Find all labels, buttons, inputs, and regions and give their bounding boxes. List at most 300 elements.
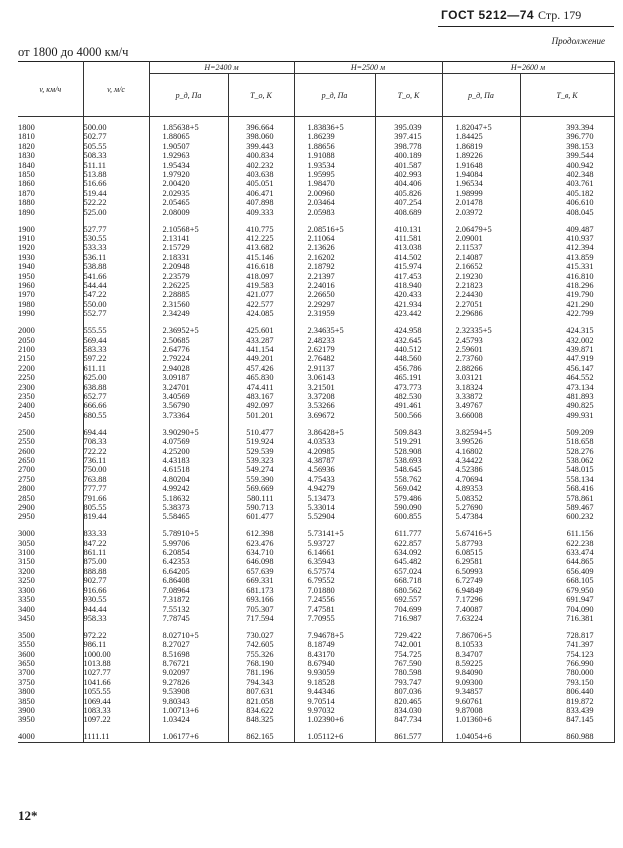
cell-temp-2600: 691.947 bbox=[520, 595, 614, 604]
cell-pressure-2400: 1.92963 bbox=[149, 151, 228, 160]
cell-pressure-2600: 7.17296 bbox=[442, 595, 520, 604]
table-row bbox=[18, 697, 614, 706]
cell-pressure-2500: 2.48233 bbox=[294, 336, 375, 345]
cell-pressure-2500: 7.01880 bbox=[294, 586, 375, 595]
cell-temp-2400: 590.713 bbox=[228, 503, 294, 512]
cell-pressure-2400: 1.85638+5 bbox=[149, 123, 228, 132]
cell-temp-2600: 405.182 bbox=[520, 189, 614, 198]
cell-speed-ms: 902.77 bbox=[83, 576, 149, 585]
cell-speed-kmh: 1810 bbox=[18, 132, 83, 141]
cell-speed-kmh: 3950 bbox=[18, 715, 83, 724]
cell-speed-ms: 638.88 bbox=[83, 383, 149, 392]
cell-temp-2500: 509.843 bbox=[375, 428, 442, 437]
cell-pressure-2400: 5.99706 bbox=[149, 539, 228, 548]
cell-pressure-2600: 3.03121 bbox=[442, 373, 520, 382]
cell-pressure-2400: 7.31872 bbox=[149, 595, 228, 604]
cell-speed-kmh: 2850 bbox=[18, 494, 83, 503]
cell-speed-ms: 625.00 bbox=[83, 373, 149, 382]
cell-temp-2600: 410.937 bbox=[520, 234, 614, 243]
row-spacer bbox=[18, 725, 614, 733]
table-row bbox=[18, 605, 614, 614]
cell-temp-2500: 424.958 bbox=[375, 326, 442, 335]
cell-temp-2500: 404.406 bbox=[375, 179, 442, 188]
cell-pressure-2600: 2.45793 bbox=[442, 336, 520, 345]
cell-temp-2400: 821.058 bbox=[228, 697, 294, 706]
cell-pressure-2400: 9.27826 bbox=[149, 678, 228, 687]
col-speed-ms: v, м/с bbox=[83, 62, 149, 117]
cell-pressure-2500: 2.31959 bbox=[294, 309, 375, 318]
cell-pressure-2400: 1.03424 bbox=[149, 715, 228, 724]
cell-temp-2400: 410.775 bbox=[228, 225, 294, 234]
cell-pressure-2500: 6.14661 bbox=[294, 548, 375, 557]
cell-temp-2500: 548.645 bbox=[375, 465, 442, 474]
cell-pressure-2500: 9.18528 bbox=[294, 678, 375, 687]
cell-speed-kmh: 3400 bbox=[18, 605, 83, 614]
cell-speed-ms: 930.55 bbox=[83, 595, 149, 604]
cell-temp-2400: 730.027 bbox=[228, 631, 294, 640]
cell-speed-ms: 527.77 bbox=[83, 225, 149, 234]
cell-pressure-2500: 2.16202 bbox=[294, 253, 375, 262]
table-row bbox=[18, 706, 614, 715]
cell-pressure-2400: 2.23579 bbox=[149, 272, 228, 281]
cell-pressure-2400: 2.28885 bbox=[149, 290, 228, 299]
cell-temp-2500: 692.557 bbox=[375, 595, 442, 604]
cell-temp-2500: 668.718 bbox=[375, 576, 442, 585]
cell-temp-2600: 408.045 bbox=[520, 208, 614, 217]
cell-pressure-2500: 6.35943 bbox=[294, 557, 375, 566]
cell-pressure-2500: 2.03464 bbox=[294, 198, 375, 207]
cell-pressure-2600: 5.08352 bbox=[442, 494, 520, 503]
cell-pressure-2400: 3.90290+5 bbox=[149, 428, 228, 437]
table-row bbox=[18, 161, 614, 170]
cell-speed-ms: 777.77 bbox=[83, 484, 149, 493]
cell-pressure-2600: 1.01360+6 bbox=[442, 715, 520, 724]
cell-temp-2600: 622.238 bbox=[520, 539, 614, 548]
cell-temp-2500: 432.645 bbox=[375, 336, 442, 345]
cell-temp-2500: 421.934 bbox=[375, 300, 442, 309]
cell-temp-2600: 528.276 bbox=[520, 447, 614, 456]
cell-pressure-2400: 8.02710+5 bbox=[149, 631, 228, 640]
table-row bbox=[18, 198, 614, 207]
table-row bbox=[18, 512, 614, 521]
cell-pressure-2500: 2.08516+5 bbox=[294, 225, 375, 234]
cell-pressure-2400: 2.18331 bbox=[149, 253, 228, 262]
cell-temp-2600: 518.658 bbox=[520, 437, 614, 446]
cell-pressure-2400: 2.79224 bbox=[149, 354, 228, 363]
group-header-2500: H=2500 м bbox=[294, 62, 442, 74]
table-row bbox=[18, 225, 614, 234]
cell-temp-2500: 395.039 bbox=[375, 123, 442, 132]
table-row bbox=[18, 456, 614, 465]
cell-pressure-2600: 9.34857 bbox=[442, 687, 520, 696]
table-row bbox=[18, 364, 614, 373]
cell-pressure-2500: 4.56936 bbox=[294, 465, 375, 474]
cell-pressure-2400: 4.80204 bbox=[149, 475, 228, 484]
cell-temp-2600: 704.090 bbox=[520, 605, 614, 614]
cell-speed-ms: 666.66 bbox=[83, 401, 149, 410]
cell-temp-2600: 424.315 bbox=[520, 326, 614, 335]
cell-pressure-2500: 4.75433 bbox=[294, 475, 375, 484]
cell-temp-2400: 405.051 bbox=[228, 179, 294, 188]
cell-temp-2600: 793.150 bbox=[520, 678, 614, 687]
cell-speed-kmh: 3100 bbox=[18, 548, 83, 557]
cell-speed-kmh: 2600 bbox=[18, 447, 83, 456]
cell-speed-ms: 513.88 bbox=[83, 170, 149, 179]
cell-pressure-2400: 4.07569 bbox=[149, 437, 228, 446]
cell-speed-ms: 1083.33 bbox=[83, 706, 149, 715]
cell-speed-ms: 547.22 bbox=[83, 290, 149, 299]
cell-pressure-2400: 3.09187 bbox=[149, 373, 228, 382]
cell-pressure-2400: 1.95434 bbox=[149, 161, 228, 170]
cell-speed-kmh: 1910 bbox=[18, 234, 83, 243]
cell-pressure-2500: 6.57574 bbox=[294, 567, 375, 576]
cell-temp-2400: 768.190 bbox=[228, 659, 294, 668]
cell-pressure-2400: 4.61518 bbox=[149, 465, 228, 474]
cell-temp-2500: 407.254 bbox=[375, 198, 442, 207]
cell-speed-kmh: 2800 bbox=[18, 484, 83, 493]
cell-pressure-2600: 2.73760 bbox=[442, 354, 520, 363]
cell-pressure-2600: 2.03972 bbox=[442, 208, 520, 217]
table-row bbox=[18, 650, 614, 659]
row-spacer bbox=[18, 522, 614, 530]
table-row bbox=[18, 354, 614, 363]
cell-speed-kmh: 3750 bbox=[18, 678, 83, 687]
cell-speed-kmh: 2650 bbox=[18, 456, 83, 465]
cell-temp-2400: 418.097 bbox=[228, 272, 294, 281]
cell-pressure-2400: 2.10568+5 bbox=[149, 225, 228, 234]
cell-temp-2500: 398.778 bbox=[375, 142, 442, 151]
table-row bbox=[18, 465, 614, 474]
cell-pressure-2400: 2.94028 bbox=[149, 364, 228, 373]
table-row bbox=[18, 253, 614, 262]
cell-temp-2400: 781.196 bbox=[228, 668, 294, 677]
cell-speed-ms: 502.77 bbox=[83, 132, 149, 141]
cell-pressure-2500: 7.47581 bbox=[294, 605, 375, 614]
cell-speed-ms: 536.11 bbox=[83, 253, 149, 262]
cell-pressure-2400: 3.73364 bbox=[149, 411, 228, 420]
cell-pressure-2600: 9.09300 bbox=[442, 678, 520, 687]
cell-temp-2400: 646.098 bbox=[228, 557, 294, 566]
table-row bbox=[18, 179, 614, 188]
cell-pressure-2600: 2.88266 bbox=[442, 364, 520, 373]
cell-pressure-2500: 3.86428+5 bbox=[294, 428, 375, 437]
cell-speed-ms: 555.55 bbox=[83, 326, 149, 335]
cell-speed-kmh: 1800 bbox=[18, 123, 83, 132]
cell-temp-2500: 519.291 bbox=[375, 437, 442, 446]
cell-speed-ms: 916.66 bbox=[83, 586, 149, 595]
col-pressure: p_д, Па bbox=[149, 74, 228, 117]
cell-speed-kmh: 1980 bbox=[18, 300, 83, 309]
cell-pressure-2400: 9.80343 bbox=[149, 697, 228, 706]
cell-temp-2500: 834.030 bbox=[375, 706, 442, 715]
cell-speed-ms: 522.22 bbox=[83, 198, 149, 207]
cell-temp-2600: 754.123 bbox=[520, 650, 614, 659]
cell-temp-2500: 400.189 bbox=[375, 151, 442, 160]
table-body bbox=[18, 117, 614, 743]
cell-temp-2400: 483.167 bbox=[228, 392, 294, 401]
cell-temp-2400: 549.274 bbox=[228, 465, 294, 474]
cell-speed-kmh: 1940 bbox=[18, 262, 83, 271]
cell-speed-kmh: 3900 bbox=[18, 706, 83, 715]
cell-temp-2600: 396.770 bbox=[520, 132, 614, 141]
cell-pressure-2500: 3.06143 bbox=[294, 373, 375, 382]
table-row bbox=[18, 437, 614, 446]
cell-pressure-2500: 1.86239 bbox=[294, 132, 375, 141]
cell-pressure-2400: 6.42353 bbox=[149, 557, 228, 566]
cell-pressure-2400: 1.97920 bbox=[149, 170, 228, 179]
aero-table bbox=[18, 61, 615, 743]
cell-temp-2500: 579.486 bbox=[375, 494, 442, 503]
cell-temp-2400: 669.331 bbox=[228, 576, 294, 585]
cell-pressure-2600: 4.16802 bbox=[442, 447, 520, 456]
cell-pressure-2600: 7.63224 bbox=[442, 614, 520, 623]
cell-pressure-2400: 7.78745 bbox=[149, 614, 228, 623]
cell-pressure-2500: 6.79552 bbox=[294, 576, 375, 585]
cell-pressure-2600: 2.29686 bbox=[442, 309, 520, 318]
group-header-2600: H=2600 м bbox=[442, 62, 614, 74]
cell-temp-2500: 767.590 bbox=[375, 659, 442, 668]
cell-pressure-2600: 2.01478 bbox=[442, 198, 520, 207]
cell-speed-ms: 986.11 bbox=[83, 640, 149, 649]
continued-label: Продолжение bbox=[551, 36, 605, 46]
cell-speed-kmh: 2400 bbox=[18, 401, 83, 410]
table-row bbox=[18, 170, 614, 179]
cell-temp-2500: 558.762 bbox=[375, 475, 442, 484]
cell-speed-kmh: 2700 bbox=[18, 465, 83, 474]
cell-pressure-2600: 2.19230 bbox=[442, 272, 520, 281]
cell-pressure-2500: 1.95995 bbox=[294, 170, 375, 179]
col-temperature: T_о, К bbox=[375, 74, 442, 117]
cell-temp-2400: 510.477 bbox=[228, 428, 294, 437]
group-header-2400: H=2400 м bbox=[149, 62, 294, 74]
cell-pressure-2500: 9.70514 bbox=[294, 697, 375, 706]
cell-pressure-2400: 2.31560 bbox=[149, 300, 228, 309]
cell-temp-2500: 482.530 bbox=[375, 392, 442, 401]
cell-temp-2600: 416.810 bbox=[520, 272, 614, 281]
cell-pressure-2500: 7.24556 bbox=[294, 595, 375, 604]
cell-pressure-2600: 4.34422 bbox=[442, 456, 520, 465]
cell-speed-kmh: 2150 bbox=[18, 354, 83, 363]
row-spacer bbox=[18, 319, 614, 327]
cell-pressure-2600: 2.27051 bbox=[442, 300, 520, 309]
cell-speed-kmh: 3600 bbox=[18, 650, 83, 659]
cell-speed-ms: 1111.11 bbox=[83, 732, 149, 742]
cell-temp-2400: 407.898 bbox=[228, 198, 294, 207]
cell-speed-ms: 500.00 bbox=[83, 123, 149, 132]
cell-temp-2500: 847.734 bbox=[375, 715, 442, 724]
cell-temp-2500: 397.415 bbox=[375, 132, 442, 141]
cell-speed-ms: 847.22 bbox=[83, 539, 149, 548]
cell-temp-2500: 780.598 bbox=[375, 668, 442, 677]
cell-speed-kmh: 3550 bbox=[18, 640, 83, 649]
cell-temp-2600: 766.990 bbox=[520, 659, 614, 668]
cell-speed-kmh: 3200 bbox=[18, 567, 83, 576]
cell-speed-kmh: 1960 bbox=[18, 281, 83, 290]
cell-speed-ms: 736.11 bbox=[83, 456, 149, 465]
cell-pressure-2600: 6.29581 bbox=[442, 557, 520, 566]
cell-temp-2500: 716.987 bbox=[375, 614, 442, 623]
cell-speed-kmh: 3650 bbox=[18, 659, 83, 668]
cell-speed-ms: 541.66 bbox=[83, 272, 149, 281]
cell-speed-kmh: 1820 bbox=[18, 142, 83, 151]
cell-temp-2400: 742.605 bbox=[228, 640, 294, 649]
cell-temp-2500: 465.191 bbox=[375, 373, 442, 382]
cell-pressure-2500: 1.91088 bbox=[294, 151, 375, 160]
cell-speed-kmh: 3300 bbox=[18, 586, 83, 595]
cell-temp-2600: 412.394 bbox=[520, 243, 614, 252]
cell-pressure-2600: 8.59225 bbox=[442, 659, 520, 668]
cell-temp-2400: 612.398 bbox=[228, 529, 294, 538]
cell-pressure-2500: 2.62179 bbox=[294, 345, 375, 354]
cell-speed-ms: 875.00 bbox=[83, 557, 149, 566]
cell-temp-2400: 834.622 bbox=[228, 706, 294, 715]
cell-pressure-2600: 8.34707 bbox=[442, 650, 520, 659]
cell-temp-2400: 409.333 bbox=[228, 208, 294, 217]
cell-pressure-2400: 1.90507 bbox=[149, 142, 228, 151]
row-spacer bbox=[18, 420, 614, 428]
cell-speed-kmh: 2900 bbox=[18, 503, 83, 512]
cell-temp-2600: 464.552 bbox=[520, 373, 614, 382]
cell-temp-2500: 657.024 bbox=[375, 567, 442, 576]
cell-speed-kmh: 3450 bbox=[18, 614, 83, 623]
cell-pressure-2600: 4.70694 bbox=[442, 475, 520, 484]
cell-pressure-2500: 8.18749 bbox=[294, 640, 375, 649]
cell-speed-kmh: 1880 bbox=[18, 198, 83, 207]
cell-pressure-2500: 9.93059 bbox=[294, 668, 375, 677]
table-row bbox=[18, 447, 614, 456]
cell-temp-2400: 657.639 bbox=[228, 567, 294, 576]
cell-temp-2400: 421.077 bbox=[228, 290, 294, 299]
cell-speed-kmh: 2100 bbox=[18, 345, 83, 354]
row-spacer bbox=[18, 217, 614, 225]
table-row bbox=[18, 243, 614, 252]
table-row bbox=[18, 326, 614, 335]
cell-temp-2500: 500.566 bbox=[375, 411, 442, 420]
table-row bbox=[18, 659, 614, 668]
cell-temp-2600: 456.147 bbox=[520, 364, 614, 373]
cell-temp-2600: 716.381 bbox=[520, 614, 614, 623]
cell-temp-2400: 705.307 bbox=[228, 605, 294, 614]
cell-pressure-2500: 8.43170 bbox=[294, 650, 375, 659]
cell-pressure-2600: 8.10533 bbox=[442, 640, 520, 649]
cell-pressure-2600: 2.24430 bbox=[442, 290, 520, 299]
cell-speed-ms: 538.88 bbox=[83, 262, 149, 271]
cell-pressure-2400: 2.08009 bbox=[149, 208, 228, 217]
cell-pressure-2600: 1.84425 bbox=[442, 132, 520, 141]
cell-pressure-2400: 3.24701 bbox=[149, 383, 228, 392]
cell-pressure-2600: 6.08515 bbox=[442, 548, 520, 557]
cell-speed-ms: 550.00 bbox=[83, 300, 149, 309]
cell-pressure-2600: 1.04054+6 bbox=[442, 732, 520, 742]
cell-pressure-2400: 8.27027 bbox=[149, 640, 228, 649]
cell-temp-2600: 403.761 bbox=[520, 179, 614, 188]
cell-temp-2400: 419.583 bbox=[228, 281, 294, 290]
cell-temp-2400: 559.390 bbox=[228, 475, 294, 484]
cell-temp-2400: 601.477 bbox=[228, 512, 294, 521]
cell-temp-2500: 861.577 bbox=[375, 732, 442, 742]
cell-speed-kmh: 3050 bbox=[18, 539, 83, 548]
cell-pressure-2600: 9.84090 bbox=[442, 668, 520, 677]
table-row bbox=[18, 300, 614, 309]
cell-pressure-2600: 2.16652 bbox=[442, 262, 520, 271]
cell-temp-2600: 402.348 bbox=[520, 170, 614, 179]
cell-temp-2500: 418.940 bbox=[375, 281, 442, 290]
cell-pressure-2500: 5.13473 bbox=[294, 494, 375, 503]
cell-pressure-2600: 5.27690 bbox=[442, 503, 520, 512]
cell-temp-2500: 569.042 bbox=[375, 484, 442, 493]
cell-pressure-2600: 2.59601 bbox=[442, 345, 520, 354]
cell-pressure-2600: 1.82047+5 bbox=[442, 123, 520, 132]
table-row bbox=[18, 345, 614, 354]
cell-temp-2600: 413.859 bbox=[520, 253, 614, 262]
cell-temp-2500: 622.857 bbox=[375, 539, 442, 548]
table-row bbox=[18, 576, 614, 585]
cell-speed-ms: 611.11 bbox=[83, 364, 149, 373]
cell-temp-2600: 644.865 bbox=[520, 557, 614, 566]
cell-temp-2500: 680.562 bbox=[375, 586, 442, 595]
cell-pressure-2600: 3.99526 bbox=[442, 437, 520, 446]
cell-pressure-2600: 5.47384 bbox=[442, 512, 520, 521]
table-row bbox=[18, 262, 614, 271]
cell-pressure-2600: 1.94084 bbox=[442, 170, 520, 179]
cell-temp-2600: 509.209 bbox=[520, 428, 614, 437]
cell-temp-2400: 848.325 bbox=[228, 715, 294, 724]
cell-temp-2600: 679.950 bbox=[520, 586, 614, 595]
cell-pressure-2600: 1.86819 bbox=[442, 142, 520, 151]
cell-temp-2400: 580.111 bbox=[228, 494, 294, 503]
cell-temp-2500: 807.036 bbox=[375, 687, 442, 696]
cell-temp-2600: 860.988 bbox=[520, 732, 614, 742]
cell-temp-2600: 668.105 bbox=[520, 576, 614, 585]
cell-speed-ms: 1097.22 bbox=[83, 715, 149, 724]
cell-pressure-2500: 2.13626 bbox=[294, 243, 375, 252]
cell-temp-2400: 492.097 bbox=[228, 401, 294, 410]
table-row bbox=[18, 732, 614, 742]
cell-temp-2400: 474.411 bbox=[228, 383, 294, 392]
table-row bbox=[18, 687, 614, 696]
cell-speed-kmh: 1930 bbox=[18, 253, 83, 262]
cell-speed-kmh: 1900 bbox=[18, 225, 83, 234]
cell-pressure-2400: 9.02097 bbox=[149, 668, 228, 677]
cell-temp-2600: 415.331 bbox=[520, 262, 614, 271]
cell-speed-kmh: 2350 bbox=[18, 392, 83, 401]
cell-temp-2600: 548.015 bbox=[520, 465, 614, 474]
cell-pressure-2600: 3.18324 bbox=[442, 383, 520, 392]
cell-temp-2600: 499.931 bbox=[520, 411, 614, 420]
cell-speed-ms: 819.44 bbox=[83, 512, 149, 521]
cell-pressure-2400: 2.36952+5 bbox=[149, 326, 228, 335]
cell-temp-2500: 538.693 bbox=[375, 456, 442, 465]
table-row bbox=[18, 234, 614, 243]
cell-speed-ms: 1027.77 bbox=[83, 668, 149, 677]
cell-pressure-2600: 6.72749 bbox=[442, 576, 520, 585]
cell-pressure-2600: 2.21823 bbox=[442, 281, 520, 290]
cell-temp-2400: 416.618 bbox=[228, 262, 294, 271]
cell-speed-ms: 519.44 bbox=[83, 189, 149, 198]
cell-temp-2400: 681.173 bbox=[228, 586, 294, 595]
table-row bbox=[18, 614, 614, 623]
footer-mark: 12* bbox=[18, 808, 38, 823]
cell-speed-ms: 805.55 bbox=[83, 503, 149, 512]
cell-pressure-2400: 7.08964 bbox=[149, 586, 228, 595]
cell-temp-2500: 417.453 bbox=[375, 272, 442, 281]
cell-speed-ms: 530.55 bbox=[83, 234, 149, 243]
cell-temp-2400: 413.682 bbox=[228, 243, 294, 252]
cell-speed-kmh: 3350 bbox=[18, 595, 83, 604]
cell-temp-2500: 645.482 bbox=[375, 557, 442, 566]
cell-speed-ms: 861.11 bbox=[83, 548, 149, 557]
cell-speed-ms: 583.33 bbox=[83, 345, 149, 354]
